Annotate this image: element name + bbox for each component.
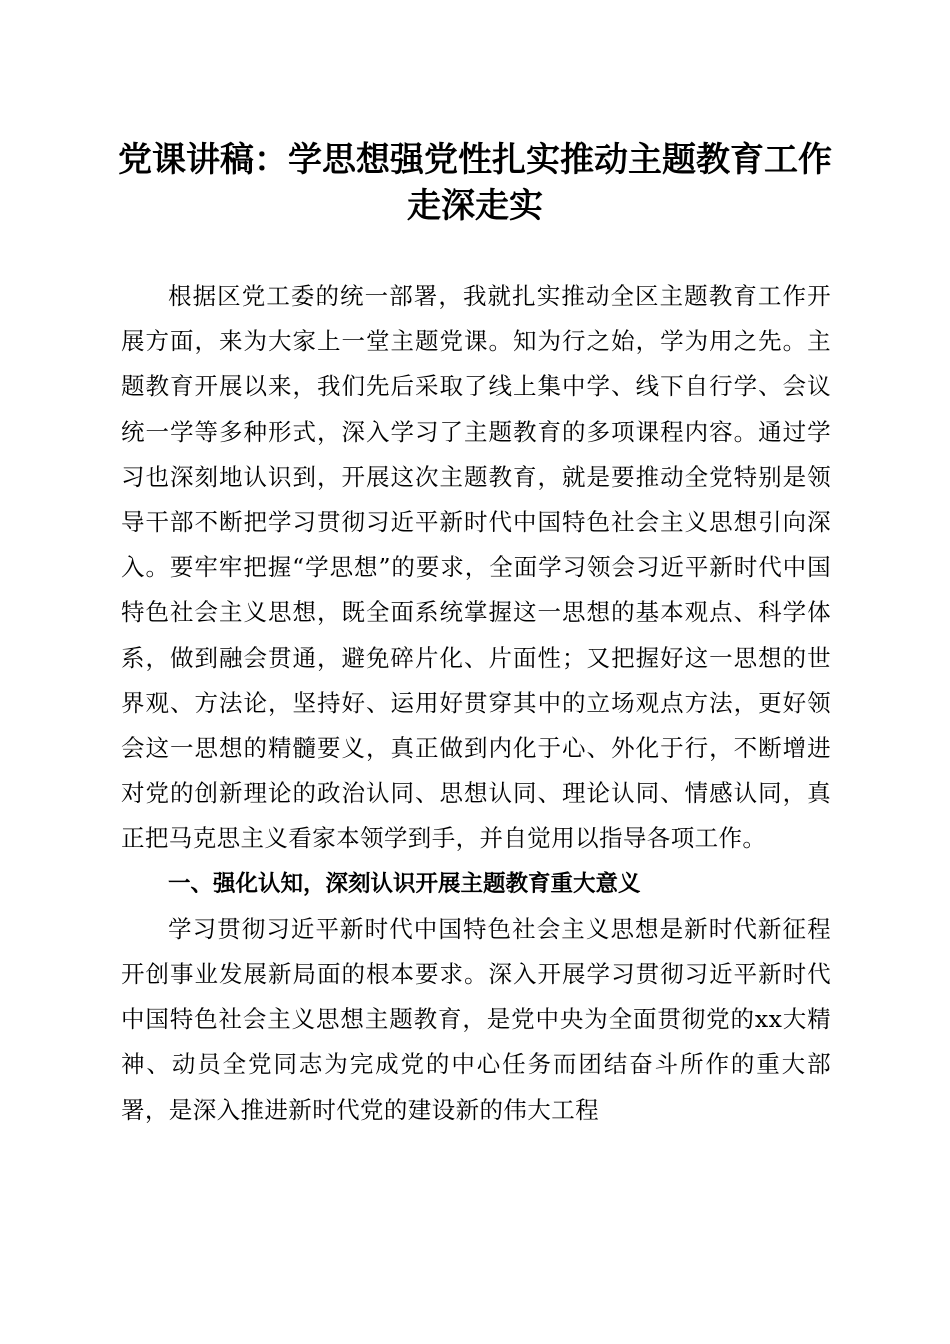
intro-paragraph: 根据区党工委的统一部署，我就扎实推动全区主题教育工作开展方面，来为大家上一堂主题党课。知为行之始，学为用之先。主题教育开展以来，我们先后采取了线上集中学、线下自行学、会议统一学等多种形式，深入学习了主题教育的多项课程内容。通过学习也深刻地认识到，开展这次主题教育，就是要推动全党特别是领导干部不断把学习贯彻习近平新时代中国特色社会主义思想引向深入。要牢牢把握“学思想”的要求，全面学习领会习近平新时代中国特色社会主义思想，既全面系统掌握这一思想的基本观点、科学体系，做到融会贯通，避免碎片化、片面性；又把握好这一思想的世界观、方法论，坚持好、运用好贯穿其中的立场观点方法，更好领会这一思想的精髓要义，真正做到内化于心、外化于行，不断增进对党的创新理论的政治认同、思想认同、理论认同、情感认同，真正把马克思主义看家本领学到手，并自觉用以指导各项工作。	[121, 282, 831, 853]
section-paragraph: 学习贯彻习近平新时代中国特色社会主义思想是新时代新征程开创事业发展新局面的根本要求。深入开展学习贯彻习近平新时代中国特色社会主义思想主题教育，是党中央为全面贯彻党的xx大精神、动员全党同志为完成党的中心任务而团结奋斗所作的重大部署，是深入推进新时代党的建设新的伟大工程	[121, 914, 831, 1124]
document-body	[121, 274, 831, 1133]
section-heading: 一、强化认知，深刻认识开展主题教育重大意义	[168, 870, 641, 897]
document-title: 党课讲稿：学思想强党性扎实推动主题教育工作走深走实	[118, 140, 832, 226]
